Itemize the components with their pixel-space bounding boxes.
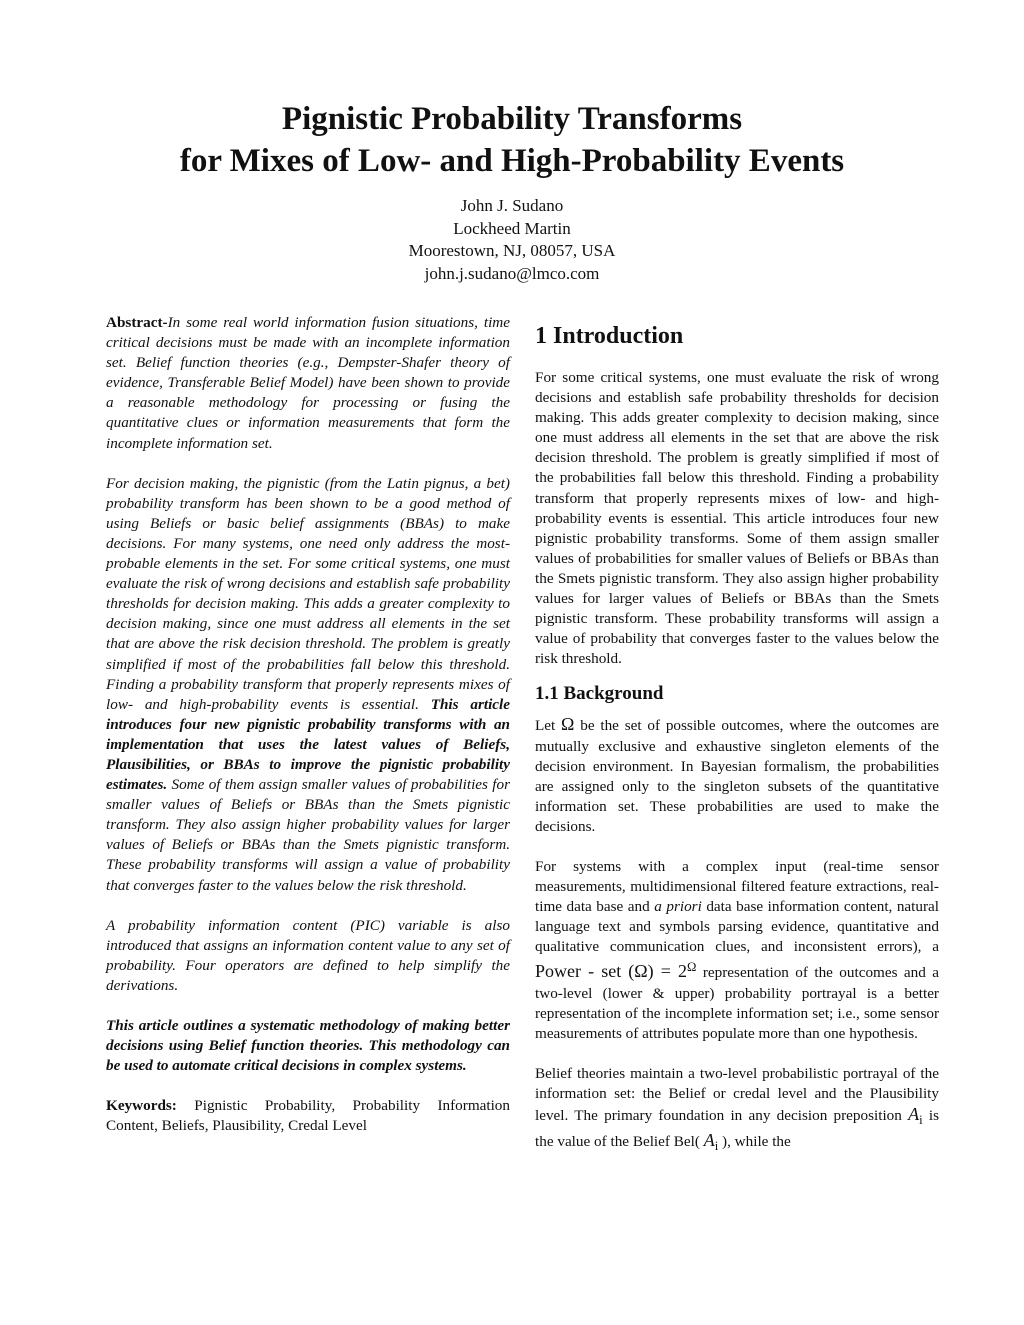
abstract-text-2-end: Some of them assign smaller values of probabilities for smaller values of Beliefs or BBAs than the Smets pignistic transform. They also assign higher probability values for larger values of Beliefs or BBAs than the Smets pignistic transform. These probability transforms will assign a value of probability that converges faster to the values below the risk threshold. [106,776,510,894]
background-paragraph-3 [535,1064,939,1156]
background-text-2b: data base information content, natural language text and symbols parsing evidence, quantitative and qualitative communication clues, and inconsistent errors), a [535,898,940,956]
background-paragraph-2 [535,857,939,1044]
background-text-3c: ), while the [718,1133,791,1151]
left-column [106,313,510,1136]
abstract-paragraph-4 [106,1016,510,1076]
author-address: Moorestown, NJ, 08057, USA [408,241,616,260]
ai-subscript: i [919,1113,923,1128]
abstract-paragraph-1 [106,313,510,454]
background-text-3b: is the value of the Belief Bel( [535,1107,939,1151]
omega-symbol: Ω [561,714,575,735]
paper-title [0,98,1024,182]
background-text-2c: representation of the outcomes and a two-level (lower & upper) probability portrayal is a better representation of the incomplete information set; i.e., some sensor measurements of attributes populate more than one hypothesis. [535,964,939,1042]
keywords-text: Pignistic Probability, Probability Information Content, Beliefs, Plausibility, Credal Level [106,1097,510,1135]
power-set-formula: Power - set (Ω) = 2 [535,961,688,982]
introduction-paragraph: For some critical systems, one must evaluate the risk of wrong decisions and establish safe probability thresholds for decision making. This adds greater complexity to decision making, since one must address all elements in the set that are above the risk decision threshold. The problem is greatly simplified if most of the probabilities fall below this threshold. Finding a probability transform that properly represents mixes of low- and high-probability events is essential. This article introduces four new pignistic probability transforms. Some of them assign smaller values of probabilities for smaller values of Beliefs or BBAs than the Smets pignistic transform. They also assign higher probability values for larger values of Beliefs or BBAs than the Smets pignistic transform. These probability transforms will assign a value of probability that converges faster to the values below the risk threshold. [535,369,939,668]
author-block [0,195,1024,285]
abstract-text-4: This article outlines a systematic methodology of making better decisions using Belief function theories. This methodology can be used to automate critical decisions in complex systems. [106,1017,510,1075]
abstract-text-2-bold: This article introduces four new pignistic probability transforms with an implementation that uses the latest values of Beliefs, Plausibilities, or BBAs to improve the pignistic probability estimates. [106,695,510,794]
background-text-2a: For systems with a complex input (real-time sensor measurements, multidimensional filtered feature extractions, real-time data base and [535,857,939,916]
author-affiliation: Lockheed Martin [453,218,571,238]
background-paragraph-1 [535,714,939,837]
introduction-heading: 1 Introduction [535,323,684,349]
ai-subscript-2: i [714,1139,719,1154]
a-priori-text: a priori [654,898,702,916]
background-text-1a: Let [535,717,562,735]
author-email: john.j.sudano@lmco.com [424,263,600,283]
title-line-2: for Mixes of Low- and High-Probability Events [179,143,845,179]
abstract-label: Abstract- [106,314,168,331]
keywords-label: Keywords: [106,1097,177,1115]
author-name: John J. Sudano [460,196,564,215]
keywords-paragraph [106,1096,510,1136]
abstract-paragraph-2 [106,474,510,896]
background-text-3a: Belief theories maintain a two-level probabilistic portrayal of the information set: the Belief or credal level and the Plausibility level. The primary foundation in any decision preposition [535,1064,939,1125]
abstract-paragraph-3 [106,916,510,996]
abstract-text-3: A probability information content (PIC) variable is also introduced that assigns an information content value to any set of probability. Four operators are defined to help simplify the derivations. [106,916,510,994]
right-column [535,313,939,1156]
abstract-text-2-start: For decision making, the pignistic (from the Latin pignus, a bet) probability transform has been shown to be a good method of using Beliefs or basic belief assignments (BBAs) to make decisions. For many systems, one need only address the most-probable elements in the set. For some critical systems, one must evaluate the risk of wrong decisions and establish safe probability thresholds for decision making. This adds a greater complexity to decision making, since one must address all elements in the set that are above the risk decision threshold. The problem is greatly simplified if most of the probabilities fall below this threshold. Finding a probability transform that properly represents mixes of low- and high-probability events is essential. [106,474,510,713]
abstract-text-1: In some real world information fusion situations, time critical decisions must be made with an incomplete information set. Belief function theories (e.g., Dempster-Shafer theory of evidence, Transferable Belief Model) have been shown to provide a reasonable methodology for processing or fusing the quantitative clues or information measurements that form the incomplete information set. [106,314,510,452]
power-set-exponent: Ω [687,960,697,975]
ai-symbol-2: A [703,1130,715,1151]
ai-symbol: A [908,1104,920,1125]
title-line-1: Pignistic Probability Transforms [281,101,743,137]
background-heading: 1.1 Background [535,683,664,705]
background-text-1b: be the set of possible outcomes, where the outcomes are mutually exclusive and exhaustive singleton elements of the decision environment. In Bayesian formalism, the probabilities are assigned only to the singleton subsets of the quantitative information set. These probabilities are used to make the decisions. [535,717,939,835]
